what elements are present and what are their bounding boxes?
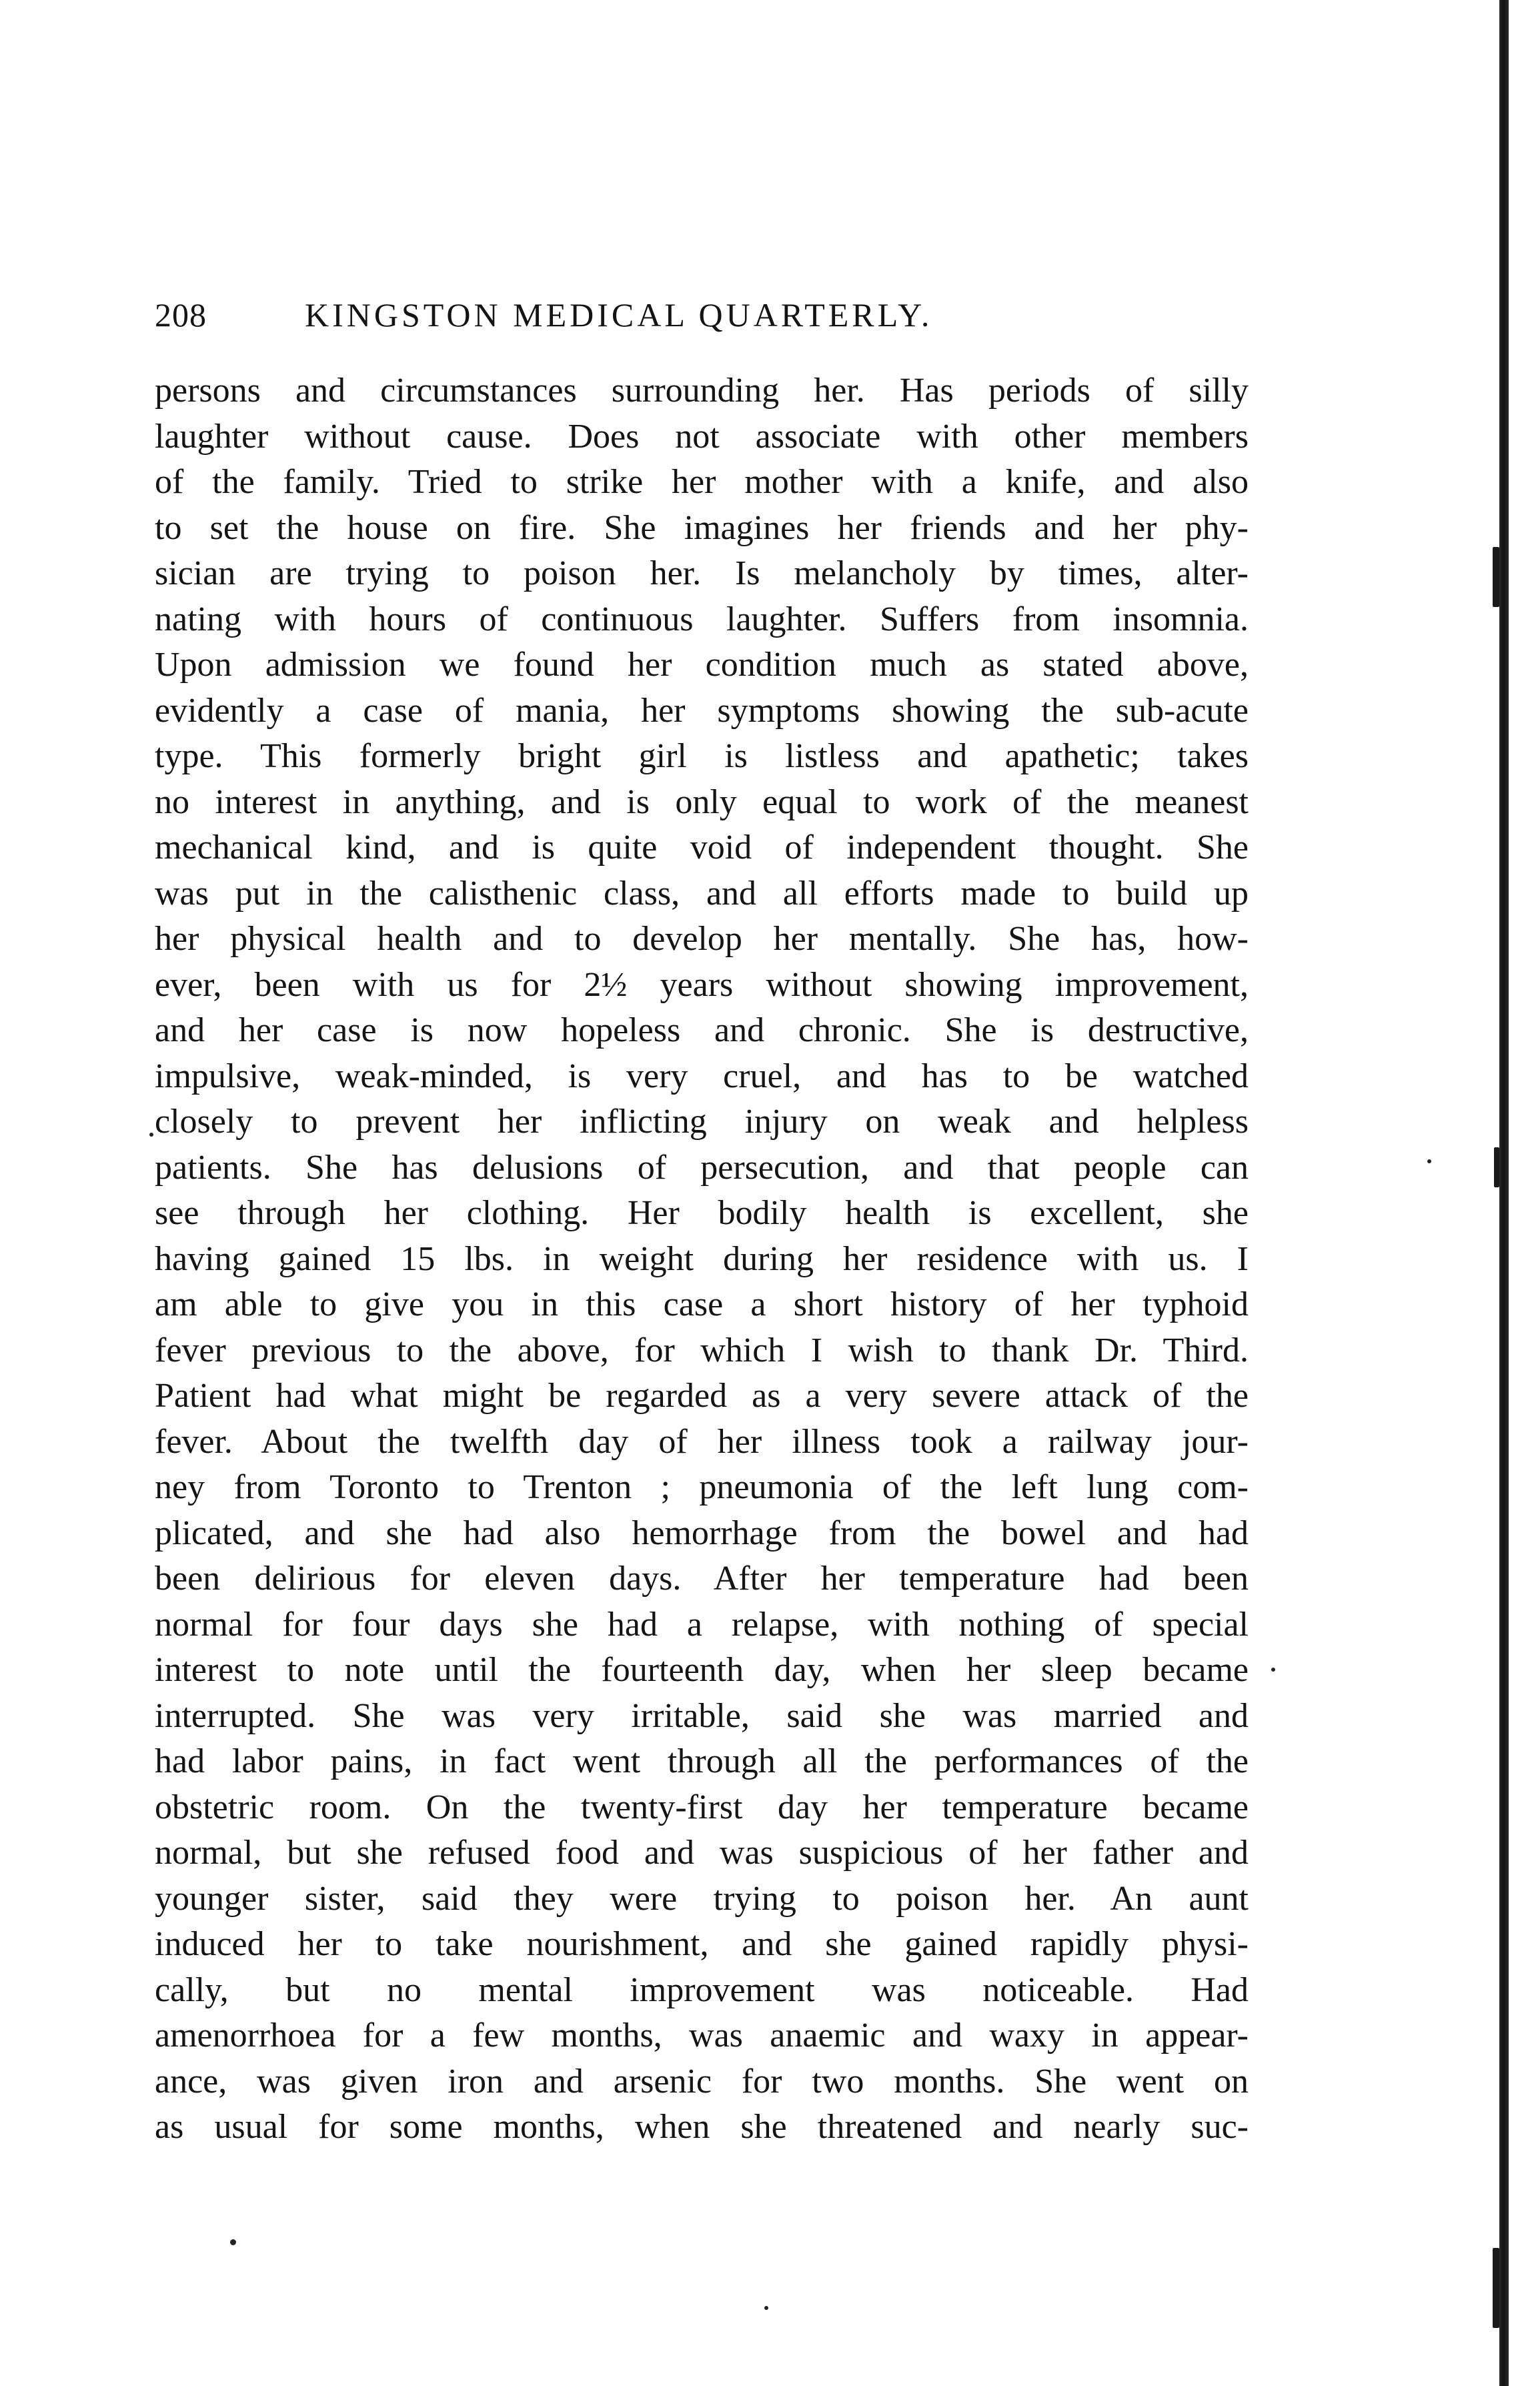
text-line: younger sister, said they were trying to poison her. An aunt — [155, 1879, 1249, 1918]
page-edge-rule — [1499, 0, 1509, 2386]
text-line: interest to note until the fourteenth day, when her sleep became — [155, 1651, 1249, 1689]
page-edge-mark — [1493, 547, 1499, 607]
text-line: obstetric room. On the twenty-first day her temperature became — [155, 1788, 1249, 1826]
text-line: am able to give you in this case a short history of her typhoid — [155, 1285, 1249, 1323]
text-line: induced her to take nourishment, and she gained rapidly physi- — [155, 1925, 1249, 1963]
text-line: having gained 15 lbs. in weight during her residence with us. I — [155, 1239, 1249, 1278]
text-line: of the family. Tried to strike her mother with a knife, and also — [155, 463, 1249, 501]
text-line: laughter without cause. Does not associate with other members — [155, 417, 1249, 456]
text-line: sician are trying to poison her. Is melancholy by times, alter- — [155, 554, 1249, 592]
text-line: persons and circumstances surrounding her. Has periods of silly — [155, 372, 1249, 410]
text-line: cally, but no mental improvement was noticeable. Had — [155, 1970, 1249, 2009]
scan-speck — [149, 1133, 153, 1137]
text-line: mechanical kind, and is quite void of independent thought. She — [155, 828, 1249, 866]
text-line: was put in the calisthenic class, and all efforts made to build up — [155, 874, 1249, 913]
scan-speck — [230, 2239, 236, 2245]
text-line: evidently a case of mania, her symptoms showing the sub-acute — [155, 691, 1249, 730]
text-line: her physical health and to develop her mentally. She has, how- — [155, 920, 1249, 958]
text-line: amenorrhoea for a few months, was anaemic and waxy in appear- — [155, 2016, 1249, 2054]
text-line: patients. She has delusions of persecution, and that people can — [155, 1148, 1249, 1187]
running-title: KINGSTON MEDICAL QUARTERLY. — [305, 296, 933, 334]
text-line: and her case is now hopeless and chronic. She is destructive, — [155, 1011, 1249, 1049]
scan-speck — [764, 2306, 768, 2310]
page-edge-mark — [1494, 1147, 1499, 1187]
text-line: ever, been with us for 2½ years without showing improvement, — [155, 965, 1249, 1004]
text-line: interrupted. She was very irritable, said she was married and — [155, 1696, 1249, 1735]
text-line: impulsive, weak-minded, is very cruel, and has to be watched — [155, 1057, 1249, 1095]
text-line: nating with hours of continuous laughter. Suffers from insomnia. — [155, 600, 1249, 638]
text-line: been delirious for eleven days. After her temperature had been — [155, 1560, 1249, 1598]
text-line: no interest in anything, and is only equal to work of the meanest — [155, 782, 1249, 821]
text-line: to set the house on fire. She imagines her friends and her phy- — [155, 508, 1249, 547]
text-line: normal for four days she had a relapse, with nothing of special — [155, 1605, 1249, 1644]
text-line: normal, but she refused food and was suspicious of her father and — [155, 1834, 1249, 1872]
text-line: closely to prevent her inflicting injury on weak and helpless — [155, 1103, 1249, 1141]
text-line: fever previous to the above, for which I wish to thank Dr. Third. — [155, 1331, 1249, 1369]
text-line: see through her clothing. Her bodily health is excellent, she — [155, 1194, 1249, 1232]
page-edge-mark — [1493, 2248, 1499, 2328]
text-line: Upon admission we found her condition much as stated above, — [155, 646, 1249, 684]
text-line: had labor pains, in fact went through all the performances of the — [155, 1742, 1249, 1780]
text-line: ance, was given iron and arsenic for two months. She went on — [155, 2062, 1249, 2101]
text-line: Patient had what might be regarded as a very severe attack of the — [155, 1377, 1249, 1415]
body-text — [155, 368, 1249, 2151]
text-line: ney from Toronto to Trenton ; pneumonia of the left lung com- — [155, 1468, 1249, 1506]
scan-speck — [1427, 1159, 1431, 1163]
scan-speck — [1271, 1668, 1275, 1672]
text-line: type. This formerly bright girl is listless and apathetic; takes — [155, 737, 1249, 775]
text-line: plicated, and she had also hemorrhage from the bowel and had — [155, 1514, 1249, 1552]
text-line: as usual for some months, when she threatened and nearly suc- — [155, 2108, 1249, 2146]
text-line: fever. About the twelfth day of her illness took a railway jour- — [155, 1422, 1249, 1461]
page-header — [155, 288, 1249, 342]
page-number: 208 — [155, 296, 207, 334]
